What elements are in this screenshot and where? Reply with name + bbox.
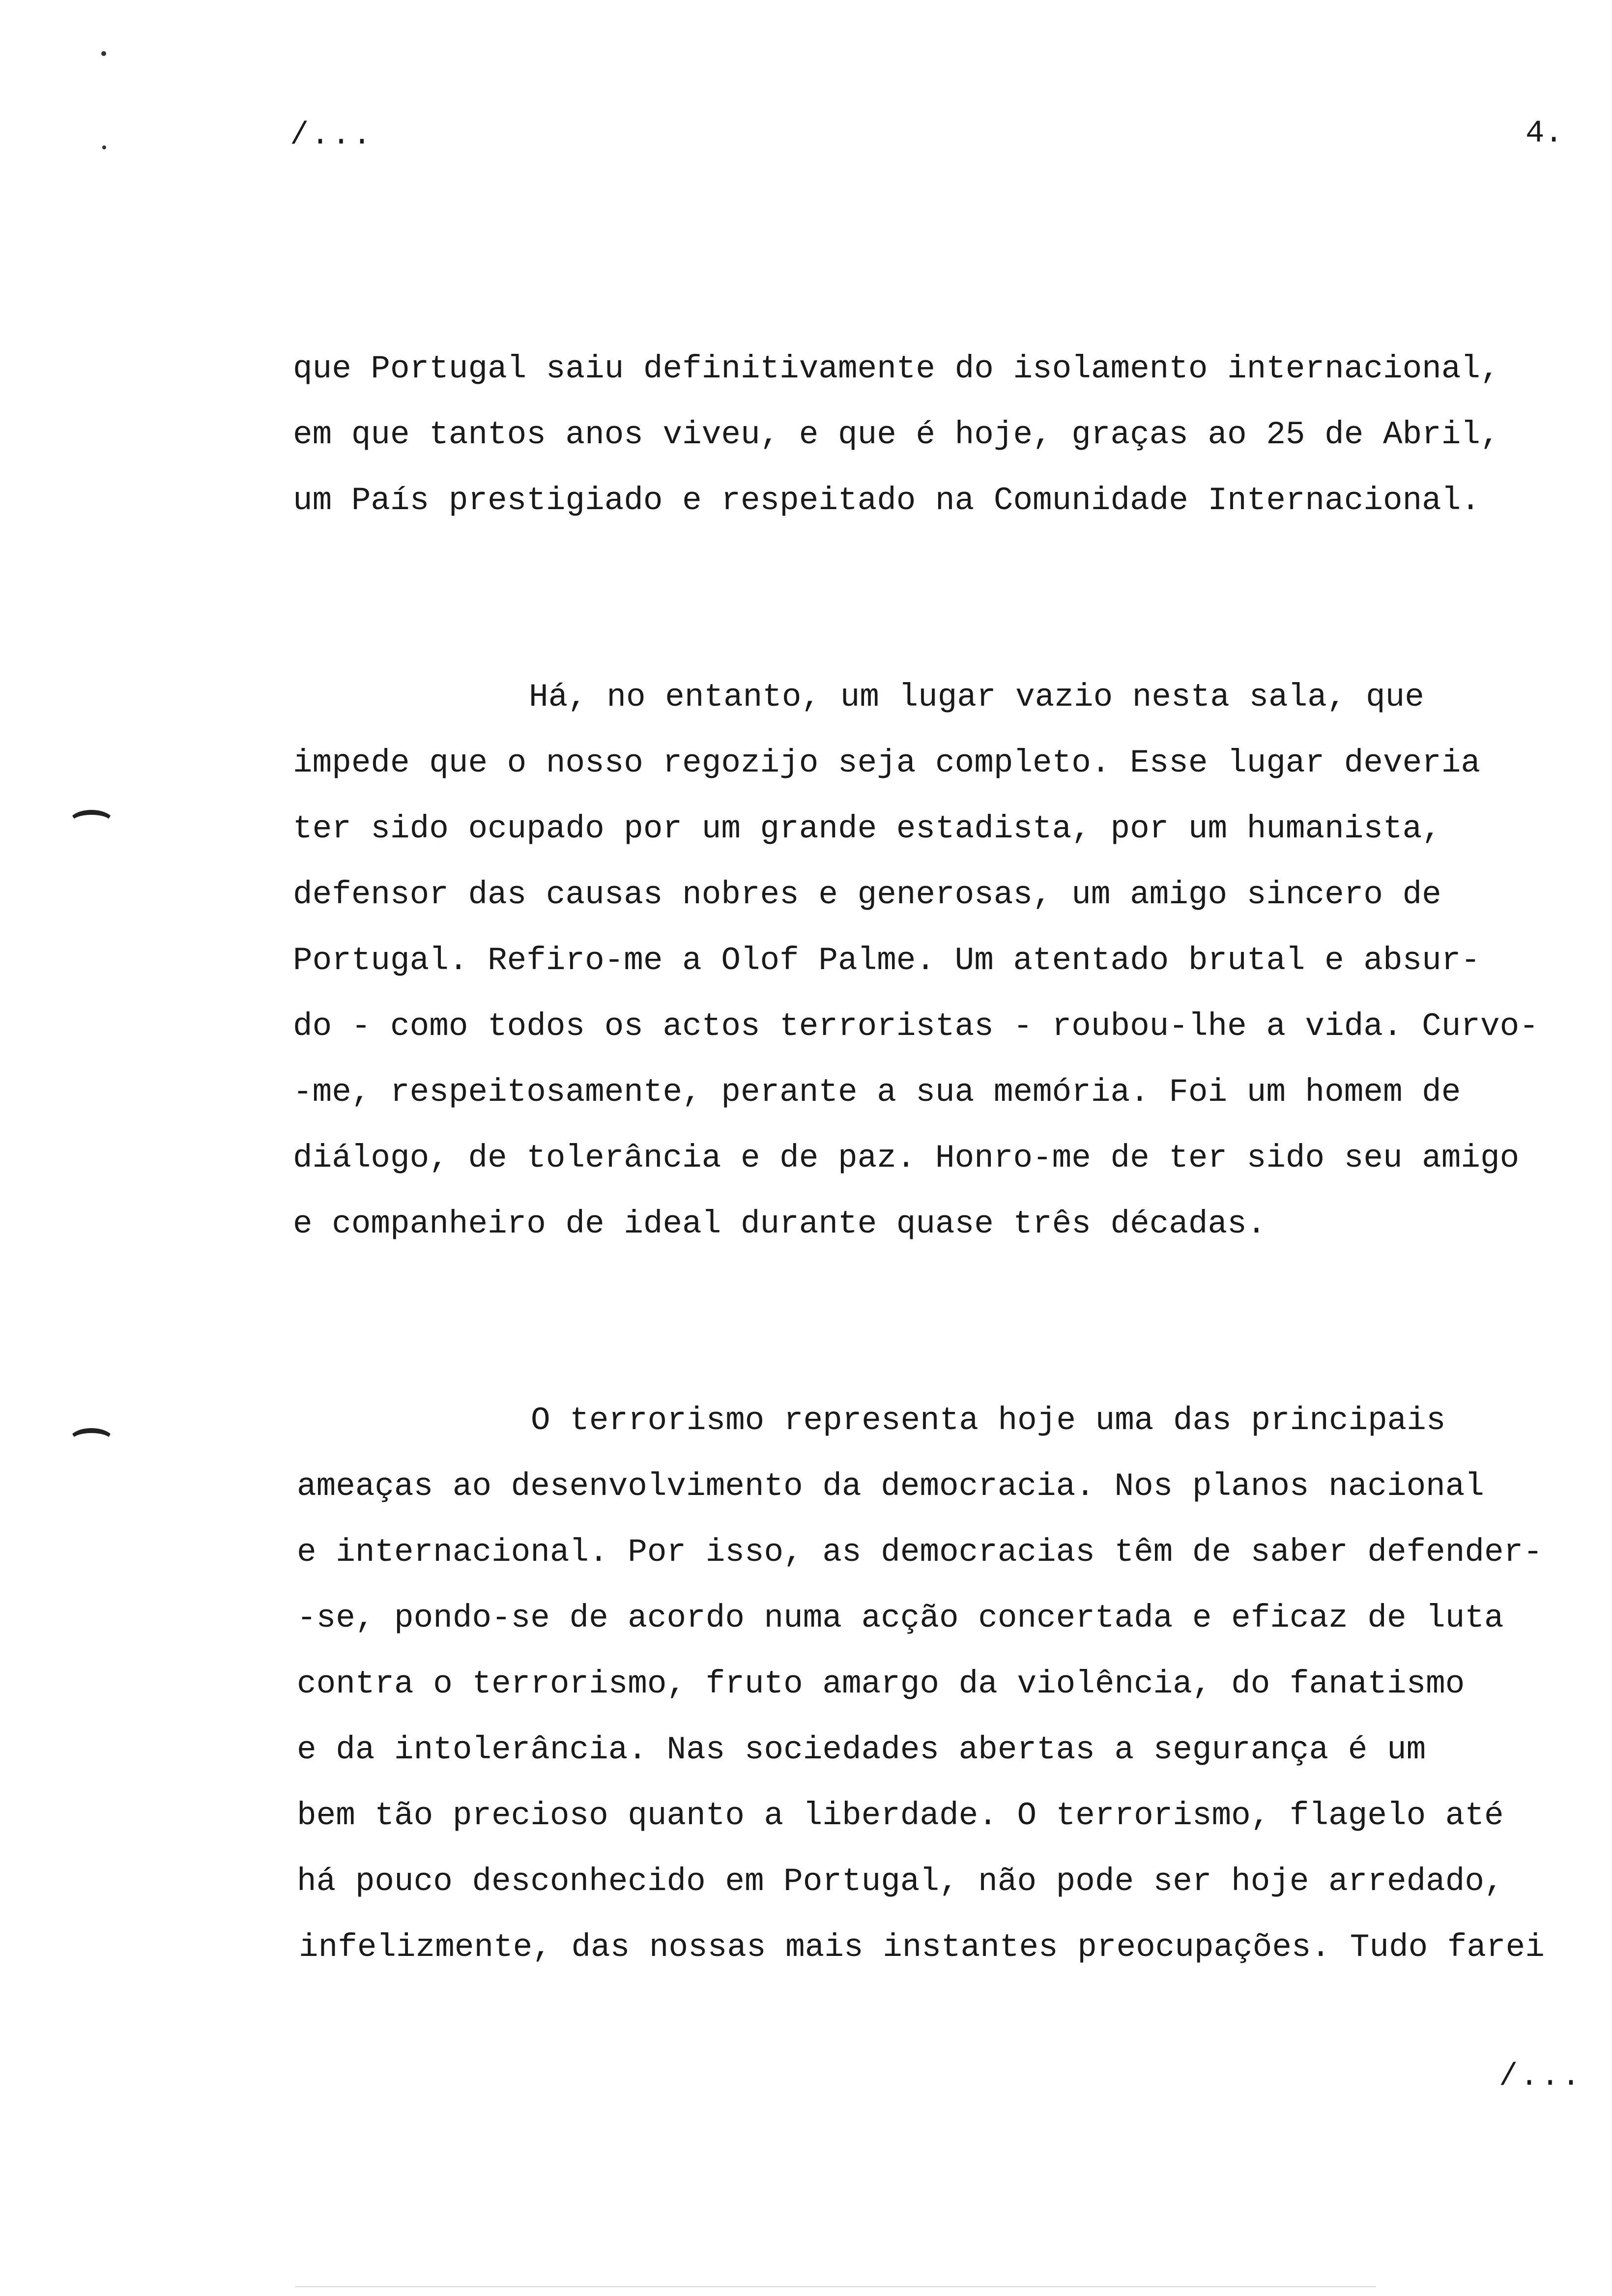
text-line: bem tão precioso quanto a liberdade. O terrorismo, flagelo até: [297, 1797, 1504, 1834]
text-line: -me, respeitosamente, perante a sua memória. Foi um homem de: [293, 1074, 1461, 1111]
text-line: ameaças ao desenvolvimento da democracia. Nos planos nacional: [297, 1468, 1484, 1505]
text-line: diálogo, de tolerância e de paz. Honro-me de ter sido seu amigo: [293, 1140, 1520, 1177]
punch-hole-mark: [69, 810, 114, 834]
scan-edge-line: [295, 2286, 1376, 2287]
text-line: infelizmente, das nossas mais instantes preocupações. Tudo farei: [299, 1929, 1545, 1966]
text-line: -se, pondo-se de acordo numa acção concertada e eficaz de luta: [297, 1600, 1504, 1636]
text-line: há pouco desconhecido em Portugal, não pode ser hoje arredado,: [297, 1863, 1504, 1900]
header-continuation-mark: /...: [290, 118, 374, 153]
scan-speck: [101, 51, 106, 56]
text-line: contra o terrorismo, fruto amargo da violência, do fanatismo: [297, 1665, 1465, 1702]
text-line: O terrorismo representa hoje uma das principais: [531, 1402, 1446, 1439]
text-line: um País prestigiado e respeitado na Comunidade Internacional.: [293, 482, 1480, 519]
text-line: e internacional. Por isso, as democracias têm de saber defender-: [297, 1534, 1543, 1571]
footer-continuation-mark: /...: [1499, 2059, 1583, 2095]
text-line: defensor das causas nobres e generosas, um amigo sincero de: [293, 876, 1441, 913]
scan-speck: [102, 145, 106, 149]
text-line: Há, no entanto, um lugar vazio nesta sala, que: [529, 679, 1424, 716]
punch-hole-mark: [69, 1428, 114, 1453]
text-line: e companheiro de ideal durante quase três décadas.: [293, 1205, 1267, 1242]
text-line: e da intolerância. Nas sociedades abertas a segurança é um: [297, 1731, 1426, 1768]
text-line: Portugal. Refiro-me a Olof Palme. Um atentado brutal e absur-: [293, 942, 1480, 979]
text-line: do - como todos os actos terroristas - roubou-lhe a vida. Curvo-: [293, 1008, 1539, 1045]
text-line: em que tantos anos viveu, e que é hoje, graças ao 25 de Abril,: [293, 416, 1500, 453]
text-line: ter sido ocupado por um grande estadista, por um humanista,: [293, 810, 1441, 847]
text-line: que Portugal saiu definitivamente do isolamento internacional,: [293, 350, 1500, 387]
page-number: 4.: [1526, 116, 1563, 151]
text-line: impede que o nosso regozijo seja completo. Esse lugar deveria: [293, 745, 1480, 781]
